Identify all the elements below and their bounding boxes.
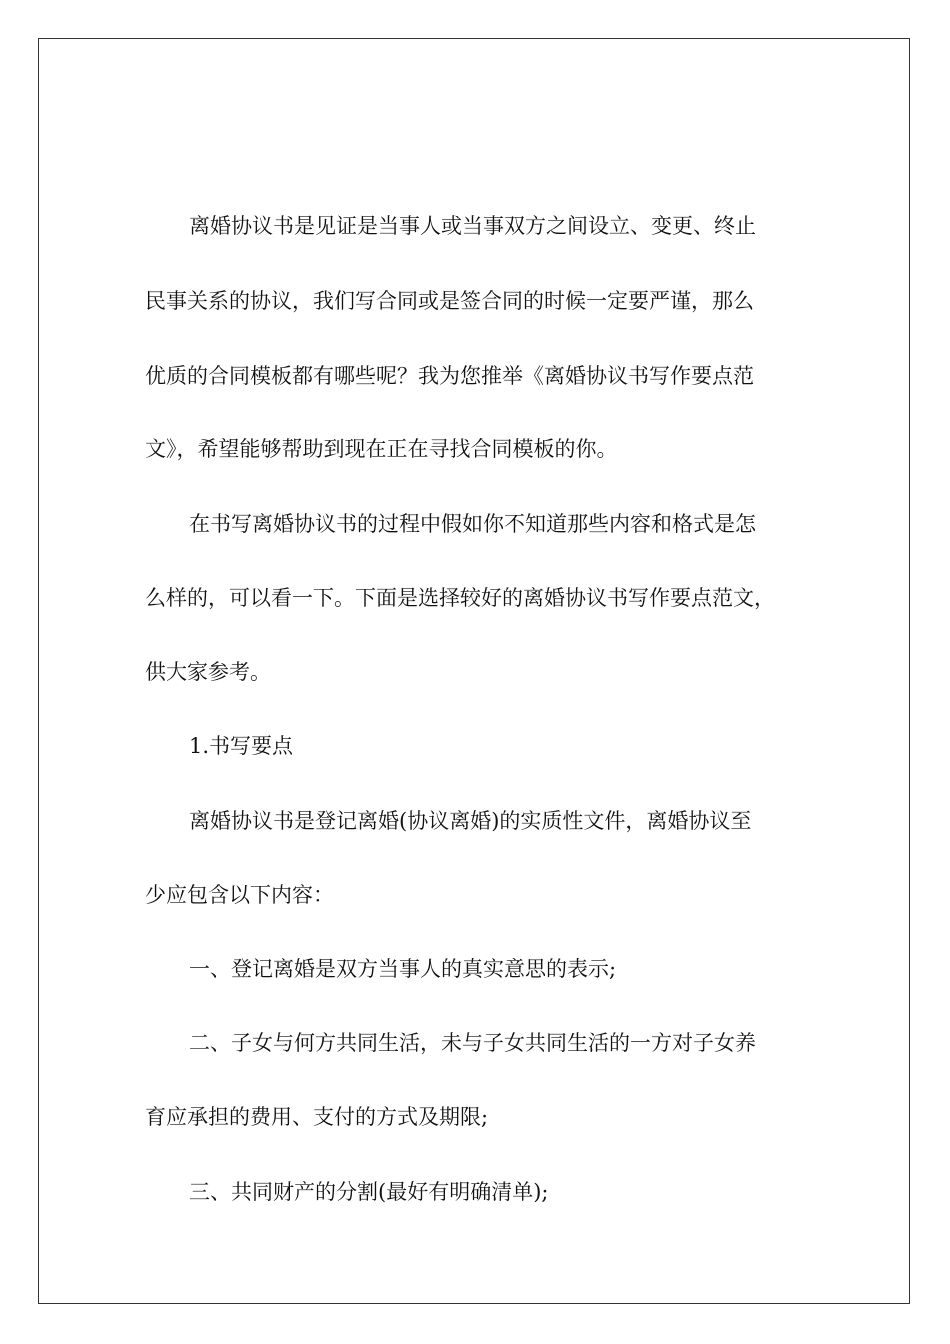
paragraph-line: 优质的合同模板都有哪些呢？我为您推举《离婚协议书写作要点范 (145, 364, 754, 388)
section-heading: 1.书写要点 (189, 734, 294, 758)
paragraph-line: 离婚协议书是见证是当事人或当事双方之间设立、变更、终止 (189, 214, 756, 238)
paragraph-line: 文》，希望能够帮助到现在正在寻找合同模板的你。 (145, 437, 618, 461)
list-item-continuation: 育应承担的费用、支付的方式及期限; (145, 1105, 489, 1129)
list-item: 一、登记离婚是双方当事人的真实意思的表示; (189, 957, 617, 981)
paragraph-line: 民事关系的协议，我们写合同或是签合同的时候一定要严谨，那么 (145, 289, 754, 313)
paragraph-line: 在书写离婚协议书的过程中假如你不知道那些内容和格式是怎 (189, 512, 756, 536)
list-item: 二、子女与何方共同生活，未与子女共同生活的一方对子女养 (189, 1031, 756, 1055)
paragraph-line: 离婚协议书是登记离婚(协议离婚)的实质性文件，离婚协议至 (189, 809, 752, 833)
paragraph-line: 么样的，可以看一下。下面是选择较好的离婚协议书写作要点范文， (145, 586, 775, 610)
paragraph-line: 供大家参考。 (145, 660, 271, 684)
paragraph-line: 少应包含以下内容： (145, 883, 334, 907)
list-item: 三、共同财产的分割(最好有明确清单); (189, 1180, 549, 1204)
